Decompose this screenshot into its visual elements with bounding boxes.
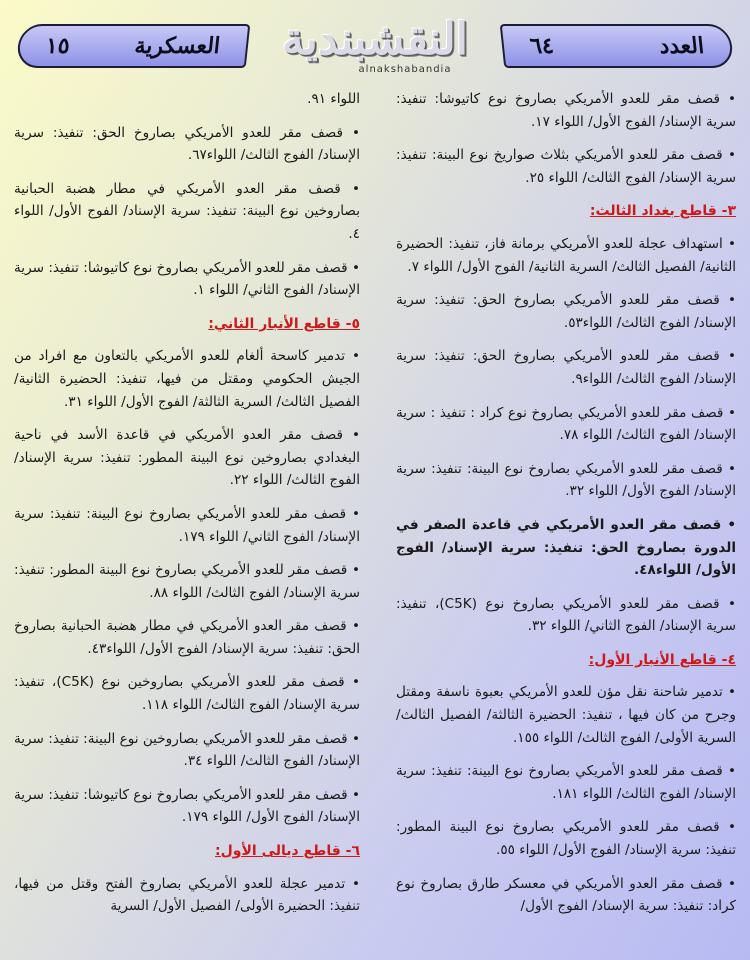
report-item: • قصف مقر للعدو الأمريكي بصاروخ نوع البينة المطور: تنفيذ: سرية الإسناد/ الفوج الثالث/ اللواء ٨٨. xyxy=(14,559,360,604)
section-ribbon xyxy=(16,24,251,68)
report-item: • قصف مقر العدو الأمريكي في قاعدة الصفر في الدورة بصاروخ الحق: تنفيذ: سرية الإسناد/ الفوج الأول/ اللواء٤٨. xyxy=(396,514,736,582)
magazine-logo: النقشبندية xyxy=(282,14,468,65)
report-item: • قصف مقر للعدو الأمريكي بصاروخ نوع البينة: تنفيذ: سرية الإسناد/ الفوج الثالث/ اللواء ١٨١. xyxy=(396,760,736,805)
report-item: اللواء ٩١. xyxy=(307,91,360,107)
issue-label: العدد xyxy=(657,33,706,59)
page-header xyxy=(0,0,750,88)
section-heading: ٦- قاطع ديالى الأول: xyxy=(215,843,360,860)
report-item: • قصف مقر للعدو الأمريكي بصاروخ نوع البينة: تنفيذ: سرية الإسناد/ الفوج الثاني/ اللواء ١٧٩. xyxy=(14,503,360,548)
magazine-logo-subtitle: alnakshabandia xyxy=(358,64,452,75)
report-item: • تدمير شاحنة نقل مؤن للعدو الأمريكي بعبوة ناسفة ومقتل وجرح من كان فيها ، تنفيذ: الحضيرة الثالثة/ الفصيل الثالث/ السرية الأولى/ الفوج الثالث/ اللواء ١٥٥. xyxy=(396,681,736,749)
issue-ribbon xyxy=(500,24,735,68)
report-item: • قصف مقر للعدو الأمريكي بصاروخين نوع (C5K)، تنفيذ: سرية الإسناد/ الفوج الثالث/ اللواء ١١٨. xyxy=(14,671,360,716)
report-item: • تدمير عجلة للعدو الأمريكي بصاروخ الفتح وقتل من فيها، تنفيذ: الحضيرة الأولى/ الفصيل الأول/ السرية xyxy=(14,873,360,918)
report-item: • قصف مقر للعدو الأمريكي بصاروخ نوع البينة المطور: تنفيذ: سرية الإسناد/ الفوج الأول/ اللواء ٥٥. xyxy=(396,816,736,861)
report-item: • قصف مقر للعدو الأمريكي بصاروخ نوع كاتيوشا: تنفيذ: سرية الإسناد/ الفوج الأول/ اللواء ١٧. xyxy=(396,88,736,133)
report-item: • قصف مقر للعدو الأمريكي بصاروخ نوع كاتيوشا: تنفيذ: سرية الإسناد/ الفوج الأول/ اللواء ١٧٩. xyxy=(14,784,360,829)
left-column xyxy=(14,84,360,960)
report-item: • قصف مقر للعدو الأمريكي بصاروخ نوع كراد : تنفيذ : سرية الإسناد/ الفوج الثالث/ اللواء ٧٨. xyxy=(396,402,736,447)
report-item: • تدمير كاسحة ألغام للعدو الأمريكي بالتعاون مع افراد من الجيش الحكومي ومقتل من فيها، تنفيذ: الحضيرة الثانية/ الفصيل الثالث/ السرية الثالثة/ الفوج الأول/ اللواء ٣١. xyxy=(14,345,360,413)
report-item: • قصف مقر للعدو الأمريكي بصاروخ الحق: تنفيذ: سرية الإسناد/ الفوج الثالث/ اللواء٥٣. xyxy=(396,289,736,334)
report-item: • قصف مقر العدو الأمريكي في قاعدة الأسد في ناحية البغدادي بصاروخين نوع البينة المطور: تنفيذ: سرية الإسناد/ الفوج الثالث/ اللواء ٢٢. xyxy=(14,424,360,492)
report-item: • قصف مقر للعدو الأمريكي بصاروخ الحق: تنفيذ: سرية الإسناد/ الفوج الثالث/ اللواء٦٧. xyxy=(14,122,360,167)
section-heading: ٥- قاطع الأنبار الثاني: xyxy=(208,315,360,332)
page-number: ١٥ xyxy=(44,33,72,59)
report-item: • استهداف عجلة للعدو الأمريكي برمانة فاز، تنفيذ: الحضيرة الثانية/ الفصيل الثالث/ السرية الثانية/ الفوج الأول/ اللواء ٧. xyxy=(396,233,736,278)
report-item: • قصف مقر العدو الأمريكي في مطار هضبة الحبانية بصاروخ الحق: تنفيذ: سرية الإسناد/ الفوج الأول/ اللواء٤٣. xyxy=(14,615,360,660)
report-item: • قصف مقر للعدو الأمريكي بصاروخين نوع البينة: تنفيذ: سرية الإسناد/ الفوج الثالث/ اللواء ٣٤. xyxy=(14,728,360,773)
report-item: • قصف مقر العدو الأمريكي في معسكر طارق بصاروخ نوع كراد: تنفيذ: سرية الإسناد/ الفوج الأول/ xyxy=(396,873,736,918)
section-heading: ٤- قاطع الأنبار الأول: xyxy=(588,651,736,668)
report-item: • قصف مقر للعدو الأمريكي بصاروخ نوع البينة: تنفيذ: سرية الإسناد/ الفوج الأول/ اللواء ٣٢. xyxy=(396,458,736,503)
report-item: • قصف مقر العدو الأمريكي في مطار هضبة الحبانية بصاروخين نوع البينة: تنفيذ: سرية الإسناد/ الفوج الأول/ اللواء ٤. xyxy=(14,178,360,246)
report-item: • قصف مقر للعدو الأمريكي بصاروخ نوع كاتيوشا: تنفيذ: سرية الإسناد/ الفوج الثاني/ اللواء ١. xyxy=(14,257,360,302)
report-item: • قصف مقر للعدو الأمريكي بثلاث صواريخ نوع البينة: تنفيذ: سرية الإسناد/ الفوج الثالث/ اللواء ٢٥. xyxy=(396,144,736,189)
section-heading: ٣- قاطع بغداد الثالث: xyxy=(589,203,736,220)
report-item: • قصف مقر للعدو الأمريكي بصاروخ الحق: تنفيذ: سرية الإسناد/ الفوج الثالث/ اللواء٩. xyxy=(396,345,736,390)
section-label: العسكرية xyxy=(133,33,222,59)
right-column xyxy=(396,84,736,960)
issue-number: ٦٤ xyxy=(528,33,556,59)
report-item: • قصف مقر للعدو الأمريكي بصاروخ نوع (C5K)، تنفيذ: سرية الإسناد/ الفوج الثاني/ اللواء ٣٢. xyxy=(396,593,736,638)
